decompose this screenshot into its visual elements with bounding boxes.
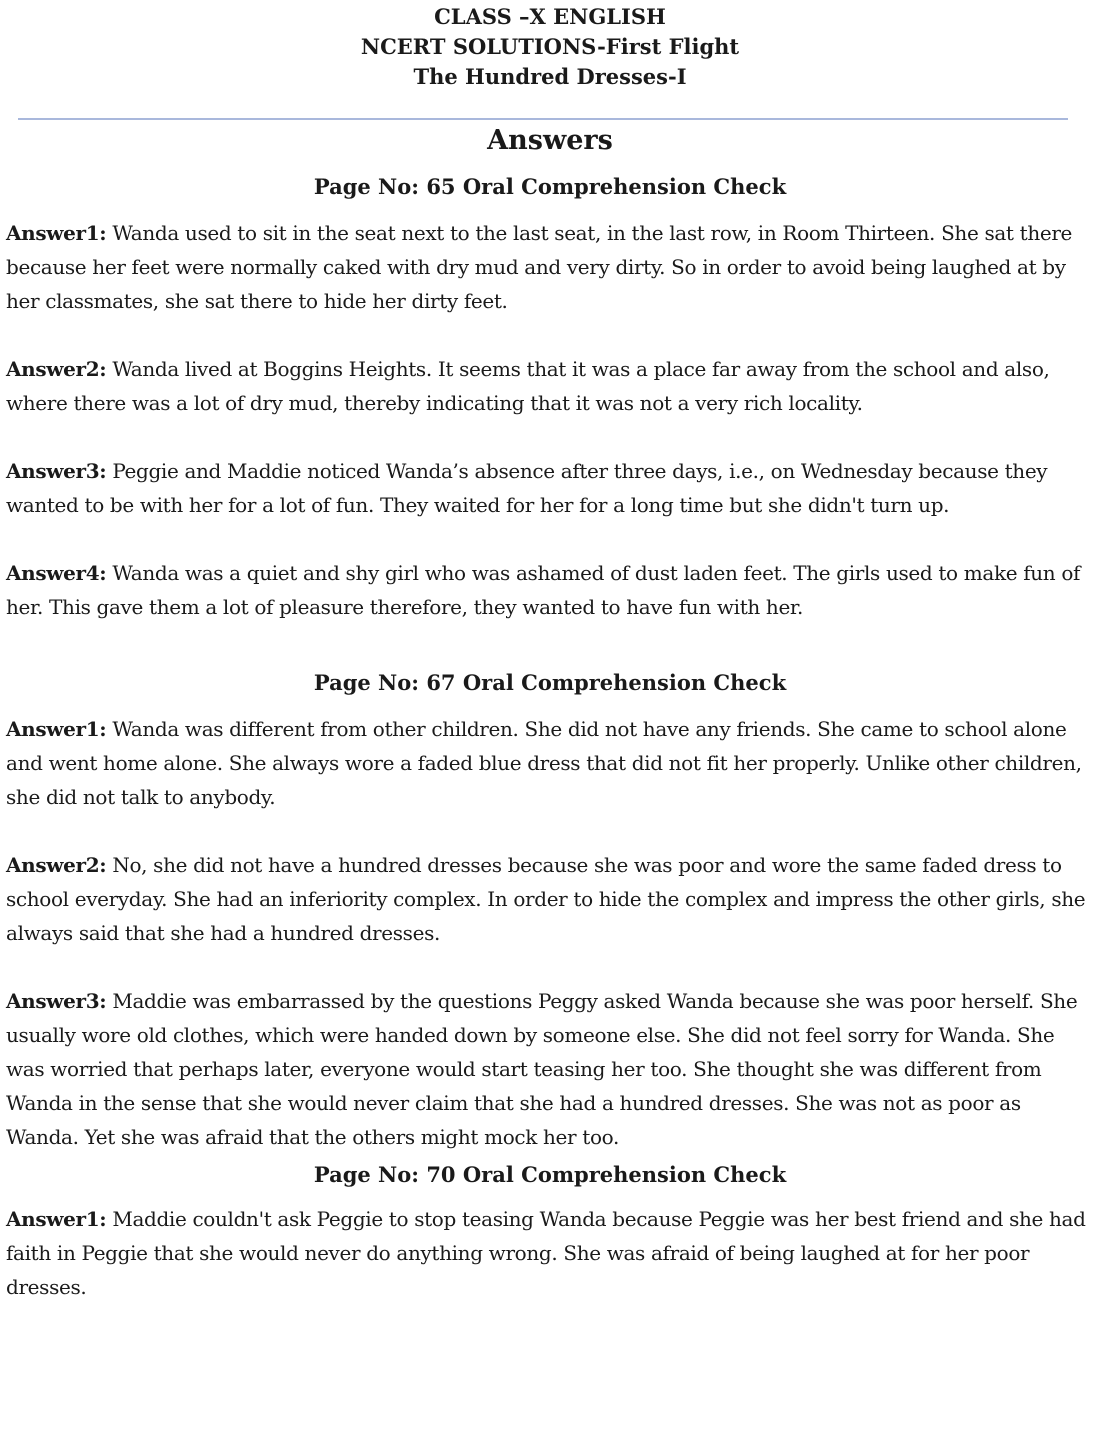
answer-label: Answer4: — [6, 561, 107, 585]
answer-text: Wanda was a quiet and shy girl who was ashamed of dust laden feet. The girls used to make fun of her. This gave them a lot of pleasure therefore, they wanted to have fun with her. — [6, 561, 1081, 619]
answer-item — [6, 848, 1094, 950]
answer-label: Answer1: — [6, 1207, 107, 1231]
answer-text: Wanda used to sit in the seat next to the last seat, in the last row, in Room Thirteen. She sat there because her feet were normally caked with dry mud and very dirty. So in order to avoid being laughed at by her classmates, she sat there to hide her dirty feet. — [6, 221, 1073, 313]
answer-text: No, she did not have a hundred dresses because she was poor and wore the same faded dress to school everyday. She had an inferiority complex. In order to hide the complex and impress the other girls, she always said that she had a hundred dresses. — [6, 853, 1086, 945]
answer-label: Answer3: — [6, 989, 107, 1013]
answer-text: Maddie was embarrassed by the questions Peggy asked Wanda because she was poor herself. She usually wore old clothes, which were handed down by someone else. She did not feel sorry for Wanda. She was worried that perhaps later, everyone would start teasing her too. She thought she was different from Wanda in the sense that she would never claim that she had a hundred dresses. She was not as poor as Wanda. Yet she was afraid that the others might mock her too. — [6, 989, 1078, 1149]
chapter-title: The Hundred Dresses-I — [413, 64, 687, 89]
class-title: CLASS –X ENGLISH — [434, 4, 666, 29]
answer-list-page-65 — [6, 216, 1094, 624]
answer-item — [6, 556, 1094, 624]
document-header — [6, 0, 1094, 92]
answer-item — [6, 984, 1094, 1154]
answer-text: Wanda lived at Boggins Heights. It seems that it was a place far away from the school and also, where there was a lot of dry mud, thereby indicating that it was not a very rich locality. — [6, 357, 1050, 415]
answer-label: Answer1: — [6, 717, 107, 741]
answers-title: Answers — [487, 125, 613, 156]
answer-item — [6, 712, 1094, 814]
answer-text: Maddie couldn't ask Peggie to stop teasing Wanda because Peggie was her best friend and she had faith in Peggie that she would never do anything wrong. She was afraid of being laughed at for her poor dresses. — [6, 1207, 1086, 1299]
header-divider — [18, 118, 1068, 120]
answer-label: Answer2: — [6, 853, 107, 877]
section-heading-page-67: Page No: 67 Oral Comprehension Check — [313, 670, 787, 695]
answer-item — [6, 352, 1094, 420]
answer-text: Peggie and Maddie noticed Wanda’s absence after three days, i.e., on Wednesday because they wanted to be with her for a lot of fun. They waited for her for a long time but she didn't turn up. — [6, 459, 1048, 517]
answer-label: Answer3: — [6, 459, 107, 483]
answer-text: Wanda was different from other children. She did not have any friends. She came to school alone and went home alone. She always wore a faded blue dress that did not fit her properly. Unlike other children, she did not talk to anybody. — [6, 717, 1082, 809]
answer-label: Answer2: — [6, 357, 107, 381]
answer-item — [6, 1202, 1094, 1304]
answer-list-page-70 — [6, 1202, 1094, 1304]
answer-item — [6, 216, 1094, 318]
answer-item — [6, 454, 1094, 522]
answer-label: Answer1: — [6, 221, 107, 245]
series-title: NCERT SOLUTIONS-First Flight — [360, 34, 740, 59]
section-heading-page-65: Page No: 65 Oral Comprehension Check — [313, 174, 787, 199]
section-heading-page-70: Page No: 70 Oral Comprehension Check — [313, 1162, 787, 1187]
answer-list-page-67 — [6, 712, 1094, 1154]
